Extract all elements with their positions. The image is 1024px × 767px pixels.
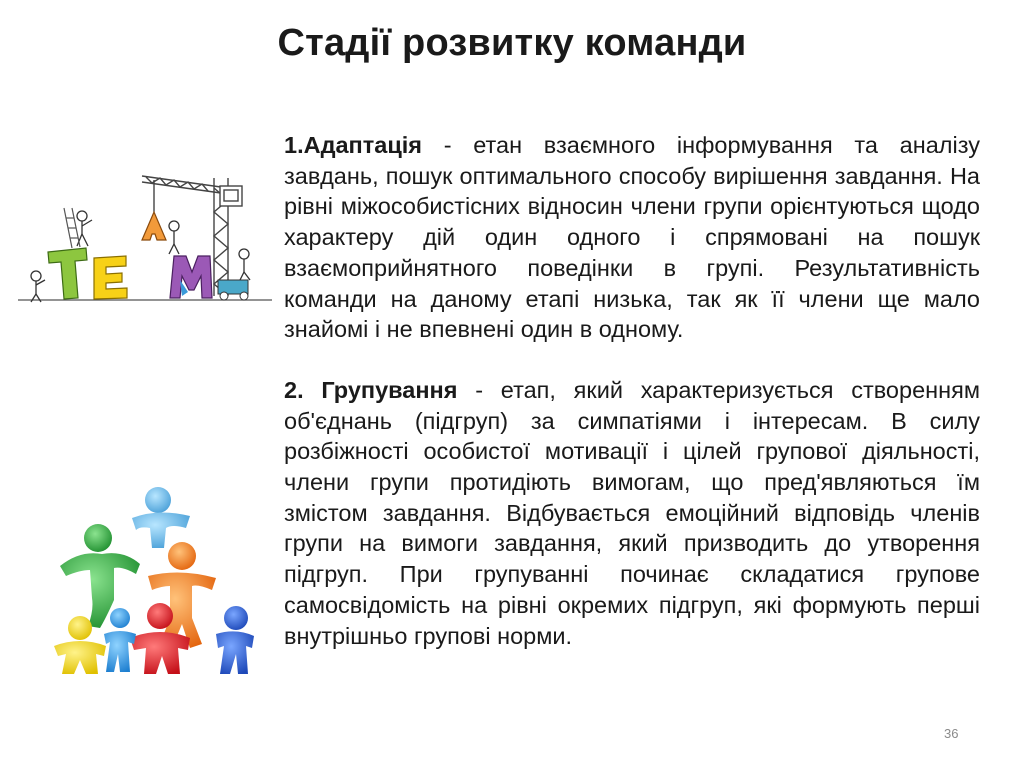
page-number: 36: [944, 726, 959, 741]
people-figures-icon: [40, 478, 265, 678]
stage-1-term: 1.Адаптація: [284, 132, 423, 158]
stage-2-term: 2. Групування: [284, 376, 458, 403]
stage-2-description: - етап, який характеризується створенням об'єднань (підгруп) за симпатіями і інтересам. В силу розбіжності особистої мотивації і цілей групової діяльності, члени групи протидіють вимогам, що пред'являються їм змістом завдання. Відбувається емоційний відповідь членів групи на вимоги завдання, який призводить до утворення підгруп. При групуванні починає складатися групове самосвідомість на рівні окремих підгруп, які формують перші внутрішньо групові норми.: [284, 376, 980, 649]
stage-1-description: - етан взаємного інформування та аналізу завдань, пошук оптимального способу вирішення завдання. На рівні міжособистісних відносин члени групи орієнтуються щодо характеру дій один одного і спрямовані на пошук взаємоприйнятного поведінки в групі. Результативність команди на даному етапі низька, так як її члени ще мало знайомі і не впевнені один в одному.: [284, 132, 980, 343]
slide-title: Стадії розвитку команди: [277, 22, 747, 64]
team-letters-crane-icon: [14, 168, 276, 318]
stage-2-paragraph: [284, 375, 980, 651]
body-text: [284, 130, 980, 651]
stage-1-paragraph: [284, 130, 980, 345]
